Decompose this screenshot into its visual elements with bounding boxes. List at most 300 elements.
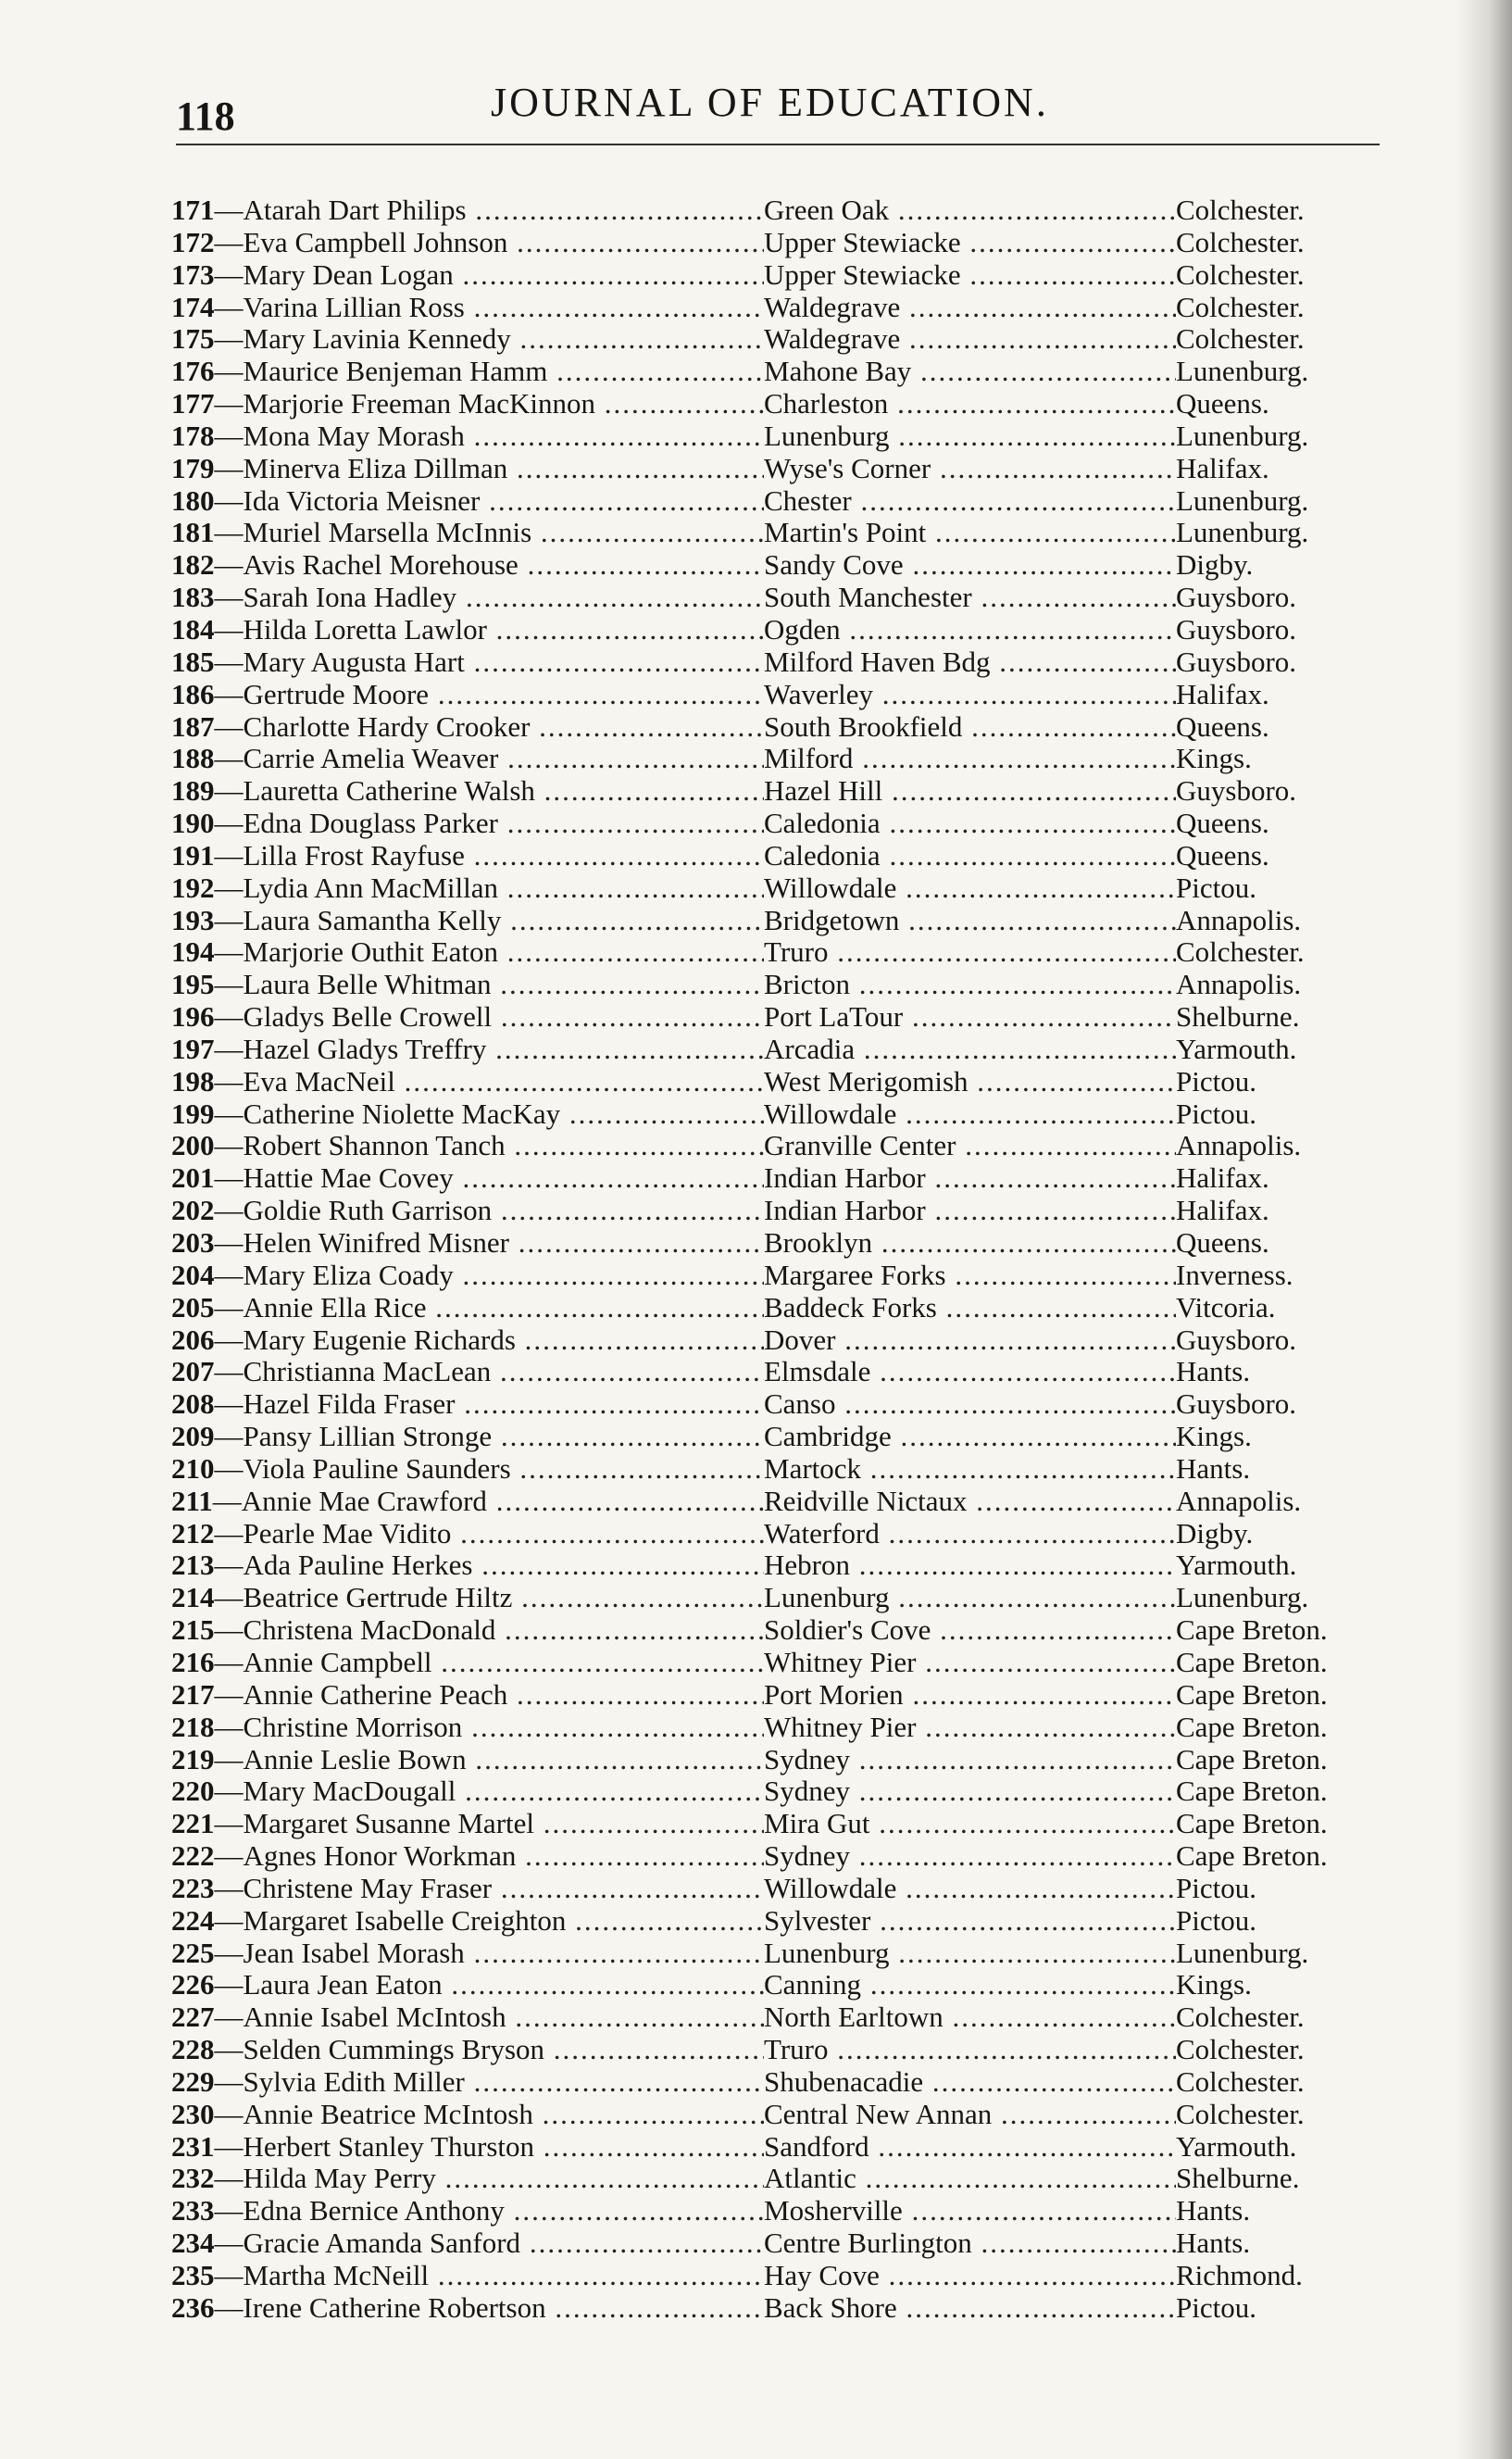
entry-dash: — <box>214 2291 244 2324</box>
entry-name: Mary MacDougall <box>243 1775 456 1808</box>
entry-county: Cape Breton. <box>1176 1614 1328 1647</box>
entry-place-text: Mosherville <box>764 2195 903 2227</box>
entry-place-text: Indian Harbor <box>764 1195 926 1227</box>
entry-place-text: Sydney <box>764 1840 850 1873</box>
entry-county: Lunenburg. <box>1176 517 1309 549</box>
entry-name: Viola Pauline Saunders <box>243 1452 511 1485</box>
entry-place-text: Truro <box>764 936 829 969</box>
entry-dash: — <box>214 1162 244 1195</box>
entry-number: 215 <box>171 1614 215 1647</box>
entry-name: Martha McNeill <box>243 2260 430 2291</box>
entry-name: Annie Leslie Bown <box>243 1743 467 1775</box>
entry-number: 227 <box>171 2001 215 2034</box>
list-item <box>171 517 1375 549</box>
entry-county: Hants. <box>1176 1452 1251 1485</box>
entry-name: Annie Catherine Peach <box>243 1678 508 1711</box>
entry-name: Marjorie Freeman MacKinnon <box>243 388 595 420</box>
header-rule <box>176 144 1380 145</box>
entry-name: Annie Beatrice McIntosh <box>243 2098 533 2130</box>
entry-county: Halifax. <box>1176 678 1269 710</box>
entry-number: 220 <box>171 1775 215 1808</box>
entry-name-cell <box>171 1098 764 1130</box>
entry-dash: — <box>214 2260 244 2291</box>
entry-name-cell <box>171 194 764 226</box>
list-item <box>171 808 1375 840</box>
entry-number: 181 <box>171 517 215 549</box>
list-item <box>171 2066 1375 2099</box>
entry-county: Guysboro. <box>1176 1324 1297 1356</box>
entry-place <box>764 388 1176 420</box>
entry-county: Pictou. <box>1176 1065 1256 1098</box>
entry-number: 172 <box>171 226 215 258</box>
entry-county: Cape Breton. <box>1176 1808 1328 1840</box>
entry-number: 176 <box>171 356 215 388</box>
entry-number: 187 <box>171 710 215 743</box>
entry-place-text: Lunenburg <box>764 420 890 452</box>
entry-dash: — <box>214 1808 244 1840</box>
entry-dash: — <box>214 2163 244 2195</box>
entry-county: Pictou. <box>1176 1098 1256 1130</box>
entry-place <box>764 646 1176 678</box>
entry-place <box>764 1518 1176 1549</box>
entry-dash: — <box>214 291 244 323</box>
entry-name-cell <box>171 1356 764 1387</box>
entry-dash: — <box>214 2001 244 2034</box>
entry-number: 201 <box>171 1162 215 1195</box>
entry-place-text: Martin's Point <box>764 517 927 549</box>
list-item <box>171 1260 1375 1292</box>
entry-name: Carrie Amelia Weaver <box>243 743 499 775</box>
entry-name-cell <box>171 259 764 291</box>
list-item <box>171 549 1375 582</box>
entry-name-cell <box>171 485 764 517</box>
entry-name-cell <box>171 1227 764 1259</box>
entry-number: 175 <box>171 323 215 356</box>
list-item <box>171 1549 1375 1582</box>
entry-place-text: Green Oak <box>764 194 890 226</box>
entry-dash: — <box>214 1324 244 1356</box>
entry-county: Hants. <box>1176 2195 1251 2227</box>
entry-dash: — <box>214 1614 244 1647</box>
entry-place-text: Charleston <box>764 388 889 420</box>
entry-place <box>764 1549 1176 1581</box>
list-item <box>171 775 1375 808</box>
entry-place <box>764 1840 1176 1872</box>
entry-dash: — <box>214 1937 244 1969</box>
entry-number: 233 <box>171 2195 215 2227</box>
entry-place-text: Milford <box>764 743 854 775</box>
entry-place <box>764 1034 1176 1065</box>
entry-dash: — <box>214 1452 244 1485</box>
list-item <box>171 1486 1375 1518</box>
entry-place-text: Upper Stewiacke <box>764 258 961 291</box>
entry-name-cell <box>171 1840 764 1872</box>
entry-county: Colchester. <box>1176 2001 1305 2034</box>
list-item <box>171 1744 1375 1776</box>
entry-number: 204 <box>171 1259 215 1291</box>
list-item <box>171 1679 1375 1712</box>
entry-dash: — <box>214 1517 244 1549</box>
entry-name-cell <box>171 1744 764 1775</box>
entry-name: Pearle Mae Vidito <box>243 1517 452 1549</box>
entry-number: 224 <box>171 1904 215 1937</box>
list-item <box>171 1195 1375 1227</box>
list-item <box>171 1582 1375 1614</box>
entry-name: Hazel Gladys Treffry <box>243 1033 487 1065</box>
entry-place <box>764 1066 1176 1098</box>
entry-name-cell <box>171 1549 764 1581</box>
entry-number: 229 <box>171 2065 215 2098</box>
entry-place <box>764 1486 1176 1517</box>
list-item <box>171 936 1375 969</box>
entry-name: Christianna MacLean <box>243 1356 492 1388</box>
entry-county: Annapolis. <box>1176 969 1302 1001</box>
entry-county: Lunenburg. <box>1176 356 1309 388</box>
list-item <box>171 356 1375 388</box>
entry-number: 212 <box>171 1517 215 1549</box>
entry-dash: — <box>214 258 244 291</box>
entry-county: Pictou. <box>1176 1904 1256 1937</box>
entry-dash: — <box>214 2195 244 2227</box>
entry-county: Halifax. <box>1176 1162 1269 1195</box>
entry-number: 191 <box>171 839 215 872</box>
entry-place <box>764 2001 1176 2033</box>
entry-number: 236 <box>171 2291 215 2324</box>
entry-name: Agnes Honor Workman <box>243 1840 517 1873</box>
list-item <box>171 1969 1375 2001</box>
entry-number: 223 <box>171 1872 215 1904</box>
list-item <box>171 1518 1375 1550</box>
entry-place <box>764 1614 1176 1646</box>
entry-place <box>764 582 1176 613</box>
list-item <box>171 1712 1375 1744</box>
list-item <box>171 840 1375 872</box>
entry-place-text: Truro <box>764 2034 829 2066</box>
entry-county: Colchester. <box>1176 194 1305 226</box>
entry-county: Colchester. <box>1176 323 1305 356</box>
entry-place-text: Willowdale <box>764 1872 897 1904</box>
entry-place <box>764 2034 1176 2065</box>
entry-number: 193 <box>171 904 215 936</box>
scan-edge-shadow <box>1456 0 1512 2459</box>
entry-place-text: Sandy Cove <box>764 549 904 582</box>
entry-county: Cape Breton. <box>1176 1711 1328 1743</box>
entry-place <box>764 2131 1176 2163</box>
page-number: 118 <box>176 94 235 139</box>
entry-name: Muriel Marsella McInnis <box>243 517 532 549</box>
entry-place-text: Bricton <box>764 969 850 1001</box>
entry-place <box>764 1195 1176 1226</box>
entry-name: Hazel Filda Fraser <box>243 1388 456 1421</box>
list-item <box>171 1808 1375 1840</box>
entry-county: Cape Breton. <box>1176 1775 1328 1808</box>
entry-name-cell <box>171 743 764 774</box>
entry-name: Avis Rachel Morehouse <box>243 549 519 582</box>
entry-number: 198 <box>171 1065 215 1098</box>
entry-place <box>764 2227 1176 2259</box>
entry-place-text: Cambridge <box>764 1421 892 1453</box>
entry-dash: — <box>214 1872 244 1904</box>
entry-dash: — <box>214 356 244 388</box>
entry-name-cell <box>171 1130 764 1161</box>
list-item <box>171 1905 1375 1938</box>
entry-number: 195 <box>171 969 215 1001</box>
entry-number: 188 <box>171 743 215 775</box>
entry-name: Irene Catherine Robertson <box>243 2291 546 2324</box>
entry-county: Shelburne. <box>1176 2163 1300 2195</box>
entry-county: Colchester. <box>1176 291 1305 323</box>
entry-dash: — <box>214 517 244 549</box>
entry-dash: — <box>214 323 244 356</box>
entry-name: Annie Mae Crawford <box>241 1485 487 1517</box>
entry-number: 235 <box>171 2260 215 2291</box>
entry-county: Guysboro. <box>1176 613 1297 646</box>
entry-place <box>764 1744 1176 1775</box>
entry-number: 206 <box>171 1324 215 1356</box>
entry-number: 200 <box>171 1130 215 1162</box>
entry-dash: — <box>214 1195 244 1227</box>
entry-place <box>764 905 1176 936</box>
entry-name-cell <box>171 905 764 936</box>
entry-name: Annie Ella Rice <box>243 1291 427 1324</box>
entry-place <box>764 356 1176 387</box>
entry-number: 203 <box>171 1227 215 1259</box>
list-item <box>171 1001 1375 1034</box>
list-item <box>171 2163 1375 2195</box>
entry-name-cell <box>171 1905 764 1937</box>
entry-place <box>764 517 1176 548</box>
entry-number: 196 <box>171 1001 215 1034</box>
entry-county: Vitcoria. <box>1176 1291 1276 1324</box>
entry-dash: — <box>214 452 244 484</box>
entry-place-text: South Brookfield <box>764 710 963 743</box>
entry-county: Halifax. <box>1176 452 1269 484</box>
entry-name: Jean Isabel Morash <box>243 1937 465 1969</box>
entry-number: 199 <box>171 1098 215 1130</box>
entry-name: Laura Jean Eaton <box>243 1969 443 2001</box>
entry-place-text: Mira Gut <box>764 1808 870 1840</box>
entry-name-cell <box>171 453 764 484</box>
entry-county: Hants. <box>1176 1356 1251 1388</box>
entry-county: Yarmouth. <box>1176 1033 1297 1065</box>
entry-name: Annie Isabel McIntosh <box>243 2001 506 2034</box>
list-item <box>171 1324 1375 1357</box>
entry-number: 222 <box>171 1840 215 1873</box>
entry-name-cell <box>171 1034 764 1065</box>
entry-place <box>764 259 1176 291</box>
entry-place <box>764 420 1176 452</box>
entry-dash: — <box>214 1259 244 1291</box>
entry-dash: — <box>214 1421 244 1453</box>
entry-place <box>764 2066 1176 2098</box>
entry-number: 171 <box>171 194 215 226</box>
entry-name-cell <box>171 323 764 355</box>
entry-name-cell <box>171 292 764 323</box>
entry-place <box>764 1647 1176 1678</box>
entry-place-text: Shubenacadie <box>764 2065 924 2098</box>
list-item <box>171 969 1375 1001</box>
entry-place <box>764 840 1176 872</box>
entry-place-text: Lunenburg <box>764 1937 890 1969</box>
entry-dash: — <box>214 2034 244 2066</box>
entry-place <box>764 969 1176 1000</box>
entry-dash: — <box>214 1033 244 1065</box>
entry-number: 234 <box>171 2227 215 2260</box>
list-item <box>171 388 1375 420</box>
entry-place-text: Hay Cove <box>764 2260 880 2291</box>
entry-county: Lunenburg. <box>1176 420 1309 452</box>
entry-place <box>764 808 1176 839</box>
entry-name: Helen Winifred Misner <box>243 1227 509 1259</box>
entry-name-cell <box>171 872 764 904</box>
entry-name-cell <box>171 936 764 968</box>
entry-number: 185 <box>171 646 215 678</box>
entry-name-cell <box>171 582 764 613</box>
entry-name: Laura Samantha Kelly <box>243 904 502 936</box>
entry-name: Catherine Niolette MacKay <box>243 1098 561 1130</box>
entry-place <box>764 2099 1176 2130</box>
entry-place-text: Canning <box>764 1969 862 2001</box>
entry-county: Queens. <box>1176 839 1269 872</box>
entry-number: 177 <box>171 388 215 420</box>
entry-dash: — <box>214 710 244 743</box>
entry-name-cell <box>171 227 764 258</box>
entry-name: Margaret Susanne Martel <box>243 1808 534 1840</box>
entry-place <box>764 1162 1176 1194</box>
entry-name: Mary Eliza Coady <box>243 1259 454 1291</box>
entry-name: Sylvia Edith Miller <box>243 2065 465 2098</box>
entry-place <box>764 1130 1176 1161</box>
entry-number: 197 <box>171 1033 215 1065</box>
entry-name-cell <box>171 1260 764 1291</box>
entry-dash: — <box>214 1840 244 1873</box>
entry-name-cell <box>171 646 764 678</box>
entry-place-text: Hazel Hill <box>764 775 883 808</box>
entry-place-text: Whitney Pier <box>764 1711 917 1743</box>
entry-county: Annapolis. <box>1176 1485 1302 1517</box>
entry-name: Selden Cummings Bryson <box>243 2034 545 2066</box>
entry-dash: — <box>214 1549 244 1582</box>
list-item <box>171 1453 1375 1486</box>
list-item <box>171 1292 1375 1324</box>
entry-name-cell <box>171 1969 764 2001</box>
entry-name: Christene May Fraser <box>243 1872 493 1904</box>
entry-place <box>764 1775 1176 1807</box>
entry-place <box>764 2292 1176 2324</box>
entry-name: Mary Dean Logan <box>243 258 454 291</box>
entry-number: 231 <box>171 2130 215 2163</box>
list-item <box>171 2227 1375 2260</box>
entry-place-text: Port LaTour <box>764 1001 904 1034</box>
entry-dash: — <box>214 969 244 1001</box>
entry-place-text: Granville Center <box>764 1130 956 1162</box>
entry-dash: — <box>214 1291 244 1324</box>
entry-place <box>764 2195 1176 2227</box>
entry-name: Laura Belle Whitman <box>243 969 492 1001</box>
entry-number: 179 <box>171 452 215 484</box>
entry-number: 192 <box>171 872 215 904</box>
entry-name: Margaret Isabelle Creighton <box>243 1904 567 1937</box>
entry-dash: — <box>214 194 244 226</box>
entry-name-cell <box>171 1486 764 1517</box>
entry-place-text: Whitney Pier <box>764 1646 917 1678</box>
entry-place <box>764 485 1176 517</box>
entry-place <box>764 227 1176 258</box>
entry-county: Guysboro. <box>1176 775 1297 808</box>
entry-number: 194 <box>171 936 215 969</box>
list-item <box>171 1647 1375 1679</box>
list-item <box>171 743 1375 775</box>
entry-place-text: Willowdale <box>764 872 897 904</box>
entry-county: Colchester. <box>1176 936 1305 969</box>
entry-number: 216 <box>171 1646 215 1678</box>
entry-place-text: Centre Burlington <box>764 2227 972 2260</box>
entry-place-text: Upper Stewiacke <box>764 226 961 258</box>
entry-county: Guysboro. <box>1176 582 1297 614</box>
entry-place <box>764 679 1176 710</box>
entry-county: Pictou. <box>1176 1872 1256 1904</box>
entry-name: Lydia Ann MacMillan <box>243 872 499 904</box>
entry-name-cell <box>171 711 764 743</box>
entry-place <box>764 1098 1176 1130</box>
entry-name: Mary Lavinia Kennedy <box>243 323 511 356</box>
entry-county: Colchester. <box>1176 258 1305 291</box>
entry-name: Lilla Frost Rayfuse <box>243 839 465 872</box>
entry-dash: — <box>214 388 244 420</box>
entry-place <box>764 614 1176 646</box>
entry-place <box>764 1969 1176 2001</box>
entry-dash: — <box>214 2227 244 2260</box>
entry-place-text: South Manchester <box>764 582 972 614</box>
entry-name: Mary Augusta Hart <box>243 646 465 678</box>
entry-county: Kings. <box>1176 1969 1252 2001</box>
list-item <box>171 2034 1375 2066</box>
entry-number: 214 <box>171 1582 215 1614</box>
entry-name: Charlotte Hardy Crooker <box>243 710 531 743</box>
entry-name-cell <box>171 2227 764 2259</box>
entry-county: Richmond. <box>1176 2260 1303 2291</box>
entry-place-text: North Earltown <box>764 2001 943 2034</box>
entry-county: Lunenburg. <box>1176 1582 1309 1614</box>
entry-name-cell <box>171 420 764 452</box>
entry-name-cell <box>171 1195 764 1226</box>
entry-place-text: Willowdale <box>764 1098 897 1130</box>
entry-place-text: Margaree Forks <box>764 1259 946 1291</box>
list-item <box>171 679 1375 711</box>
entry-place <box>764 743 1176 774</box>
entry-number: 205 <box>171 1291 215 1324</box>
entry-name-cell <box>171 2163 764 2194</box>
list-item <box>171 1840 1375 1873</box>
entry-name-cell <box>171 614 764 646</box>
entry-number: 217 <box>171 1678 215 1711</box>
entry-number: 186 <box>171 678 215 710</box>
list-item <box>171 1066 1375 1098</box>
entry-place-text: Brooklyn <box>764 1227 873 1259</box>
list-item <box>171 420 1375 453</box>
entry-dash: — <box>214 1646 244 1678</box>
entry-place-text: Bridgetown <box>764 904 900 936</box>
entry-place-text: Caledonia <box>764 808 881 840</box>
entry-name-cell <box>171 2066 764 2098</box>
entry-name-cell <box>171 549 764 581</box>
entry-name: Eva Campbell Johnson <box>243 226 508 258</box>
entry-county: Yarmouth. <box>1176 2130 1297 2163</box>
entry-county: Hants. <box>1176 2227 1251 2260</box>
entry-name-cell <box>171 1292 764 1324</box>
entry-number: 184 <box>171 613 215 646</box>
entry-name-cell <box>171 1518 764 1549</box>
